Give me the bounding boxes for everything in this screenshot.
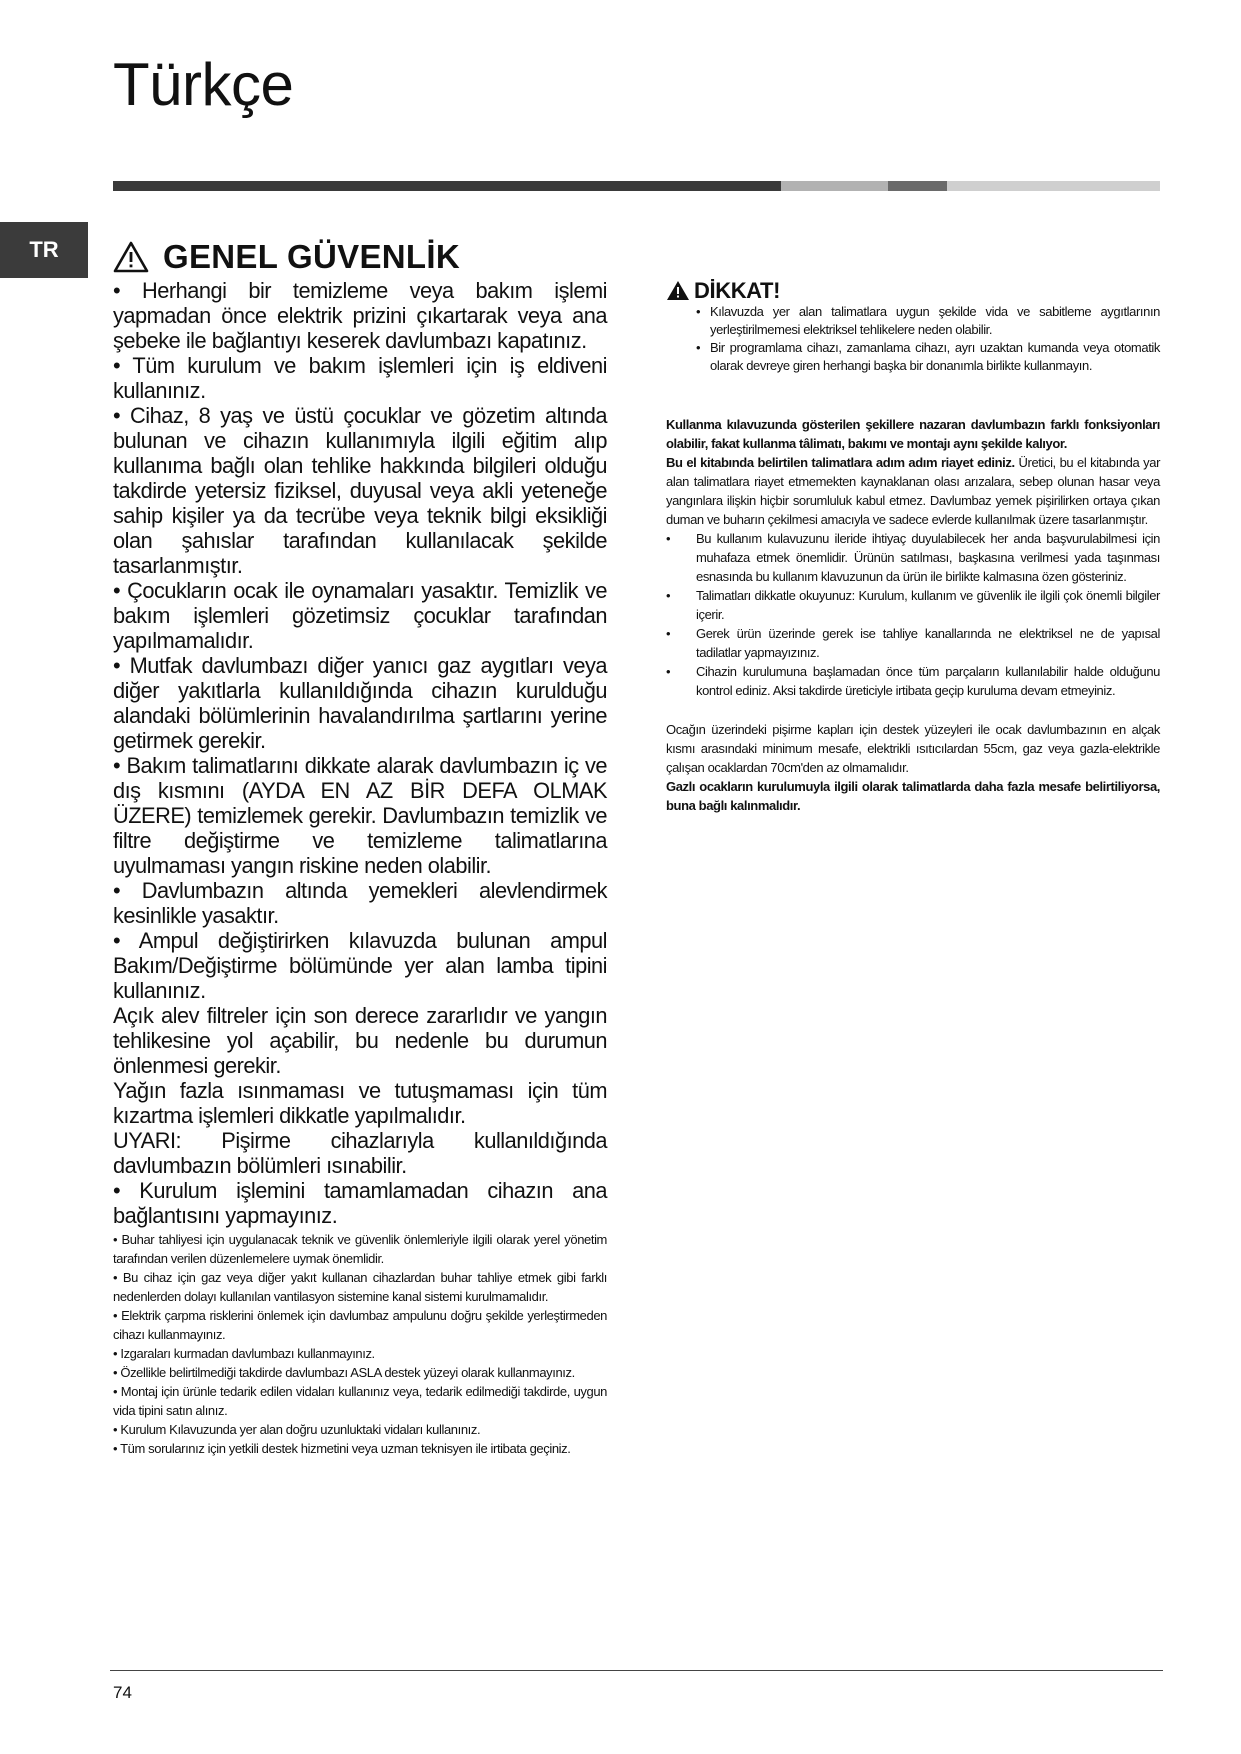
- caution-heading: [666, 280, 1160, 301]
- page-title: Türkçe: [113, 51, 294, 118]
- safety-paragraph: • Davlumbazın altında yemekleri alevlendirmek kesinlikle yasaktır.: [113, 878, 607, 928]
- safety-paragraph: • Herhangi bir temizleme veya bakım işlemi yapmadan önce elektrik prizini çıkartarak veya ana şebeke ile bağlantıyı keserek davlumbazı kapatınız.: [113, 278, 607, 353]
- intro-note: Kullanma kılavuzunda gösterilen şekillere nazaran davlumbazın farklı fonksiyonları olabilir, fakat kullanma tâlimatı, bakımı ve montajı aynı şekilde kalıyor.: [666, 417, 1160, 451]
- language-tab: TR: [0, 222, 88, 278]
- follow-instructions-paragraph: [666, 453, 1160, 529]
- main-safety-list: [113, 278, 607, 1228]
- info-list: [666, 529, 1160, 700]
- safety-paragraph: • Mutfak davlumbazı diğer yanıcı gaz aygıtları veya diğer yakıtlarla kullanıldığında cihazın kurulduğu alandaki bölümlerinin havalandırılma şartlarını yerine getirmek gerekir.: [113, 653, 607, 753]
- safety-paragraph: • Kurulum işlemini tamamlamadan cihazın ana bağlantısını yapmayınız.: [113, 1178, 607, 1228]
- caution-title: DİKKAT!: [694, 278, 780, 303]
- distance-block: [666, 720, 1160, 815]
- follow-instructions-lead: Bu el kitabında belirtilen talimatlara adım adım riayet ediniz.: [666, 455, 1015, 470]
- safety-note: • Tüm sorularınız için yetkili destek hizmetini veya uzman teknisyen ile irtibata geçiniz.: [113, 1441, 571, 1456]
- distance-note: Gazlı ocakların kurulumuyla ilgili olarak talimatlarda daha fazla mesafe belirtiliyorsa, buna bağlı kalınmalıdır.: [666, 779, 1160, 813]
- safety-paragraph: Yağın fazla ısınmaması ve tutuşmaması için tüm kızartma işlemleri dikkatle yapılmalıdır.: [113, 1078, 607, 1128]
- header-rule-pale: [947, 181, 1160, 191]
- header-rule-dark: [113, 181, 781, 191]
- info-item: • Gerek ürün üzerinde gerek ise tahliye kanallarında ne elektriksel ne de yapısal tadilatlar yapmayızınız.: [696, 624, 1160, 662]
- info-item: • Talimatları dikkatle okuyunuz: Kurulum, kullanım ve güvenlik ile ilgili çok önemli bilgiler içerir.: [696, 586, 1160, 624]
- page-number: 74: [113, 1683, 132, 1702]
- info-item: • Bu kullanım kulavuzunu ileride ihtiyaç duyulabilecek her anda başvurulabilmesi için muhafaza etmek önemlidir. Ürünün satılması, başkasına verilmesi yada taşınması esnasında bu kullanım klavuzunun da ürün ile birlikte kalmasına özen gösteriniz.: [696, 529, 1160, 586]
- distance-text: Ocağın üzerindeki pişirme kapları için destek yüzeyleri ile ocak davlumbazının en alçak kısmı arasındaki minimum mesafe, elektrikli ısıtıcılardan 55cm, gaz veya gazla-elektrikle çalışan ocaklardan 70cm'den az olmamalıdır.: [666, 722, 1160, 775]
- footer-rule: [110, 1670, 1163, 1671]
- section-title: GENEL GÜVENLİK: [163, 238, 460, 275]
- safety-paragraph: • Ampul değiştirirken kılavuzda bulunan ampul Bakım/Değiştirme bölümünde yer alan lamba tipini kullanınız.: [113, 928, 607, 1003]
- safety-paragraph: • Çocukların ocak ile oynamaları yasaktır. Temizlik ve bakım işlemleri gözetimsiz çocuklar tarafından yapılmamalıdır.: [113, 578, 607, 653]
- safety-note: • Montaj için ürünle tedarik edilen vidaları kullanınız veya, tedarik edilmediği takdirde, uygun vida tipini satın alınız.: [113, 1384, 607, 1418]
- safety-note: • Izgaraları kurmadan davlumbazı kullanmayınız.: [113, 1346, 375, 1361]
- safety-paragraph: • Cihaz, 8 yaş ve üstü çocuklar ve gözetim altında bulunan ve cihazın kullanımıyla ilgili eğitim alıp kullanıma bağlı olan tehlike hakkında bilgileri olduğu takdirde yetersiz fiziksel, duyusal veya akli yeteneğe sahip kişiler ya da tecrübe veya teknik bilgi eksikliği olan şahıslar tarafından kullanılacak şekilde tasarlanmıştır.: [113, 403, 607, 578]
- safety-note: • Buhar tahliyesi için uygulanacak teknik ve güvenlik önlemleriyle ilgili olarak yerel yönetim tarafından verilen düzenlemelere uymak önemlidir.: [113, 1232, 607, 1266]
- intro-block: [666, 415, 1160, 700]
- follow-instructions-text: Üretici, bu el kitabında yar alan talimatlara riayet etmemekten kaynaklanan olası arızalara, sebep olunan hasar veya yangınlara ilişkin hiçbir sorumluluk kabul etmez. Davlumbaz yemek pişirilirken ortaya çıkan duman ve buharın çekilmesi amacıyla ve sadece evlerde kullanılmak üzere tasarlanmıştır.: [666, 455, 1160, 527]
- additional-safety-list: [113, 1230, 607, 1458]
- safety-note: • Kurulum Kılavuzunda yer alan doğru uzunluktaki vidaları kullanınız.: [113, 1422, 481, 1437]
- right-column: [666, 280, 1160, 815]
- caution-list: [666, 303, 1160, 375]
- safety-paragraph: • Tüm kurulum ve bakım işlemleri için iş eldiveni kullanınız.: [113, 353, 607, 403]
- warning-triangle-filled-icon: [666, 280, 690, 301]
- general-safety-section: [113, 238, 607, 1458]
- header-rule-light: [781, 181, 888, 191]
- warning-triangle-outline-icon: [113, 241, 149, 273]
- caution-item: • Bir programlama cihazı, zamanlama cihazı, ayrı uzaktan kumanda veya otomatik olarak devreye giren herhangi başka bir donanımla birlikte kullanmayın.: [710, 339, 1160, 375]
- safety-paragraph: Açık alev filtreler için son derece zararlıdır ve yangın tehlikesine yol açabilir, bu nedenle bu durumun önlenmesi gerekir.: [113, 1003, 607, 1078]
- caution-item: • Kılavuzda yer alan talimatlara uygun şekilde vida ve sabitleme aygıtlarının yerleştirilmemesi elektriksel tehlikelere neden olabilir.: [710, 303, 1160, 339]
- safety-note: • Özellikle belirtilmediği takdirde davlumbazı ASLA destek yüzeyi olarak kullanmayınız.: [113, 1365, 575, 1380]
- section-heading: [113, 238, 607, 276]
- info-item: • Cihazin kurulumuna başlamadan önce tüm parçaların kullanılabilir halde olduğunu kontrol ediniz. Aksi takdirde üreticiyle irtibata geçip kuruluma devam etmeyiniz.: [696, 662, 1160, 700]
- safety-note: • Bu cihaz için gaz veya diğer yakıt kullanan cihazlardan buhar tahliye etmek gibi farklı nedenlerden dolayı kullanılan vantilasyon sistemine kanal sistemi kurulmamalıdır.: [113, 1270, 607, 1304]
- safety-paragraph: • Bakım talimatlarını dikkate alarak davlumbazın iç ve dış kısmını (AYDA EN AZ BİR DEFA OLMAK ÜZERE) temizlemek gerekir. Davlumbazın temizlik ve filtre değiştirme ve temizleme talimatlarına uyulmaması yangın riskine neden olabilir.: [113, 753, 607, 878]
- safety-note: • Elektrik çarpma risklerini önlemek için davlumbaz ampulunu doğru şekilde yerleştirmeden cihazı kullanmayınız.: [113, 1308, 607, 1342]
- safety-paragraph: UYARI: Pişirme cihazlarıyla kullanıldığında davlumbazın bölümleri ısınabilir.: [113, 1128, 607, 1178]
- header-rule-mid: [888, 181, 947, 191]
